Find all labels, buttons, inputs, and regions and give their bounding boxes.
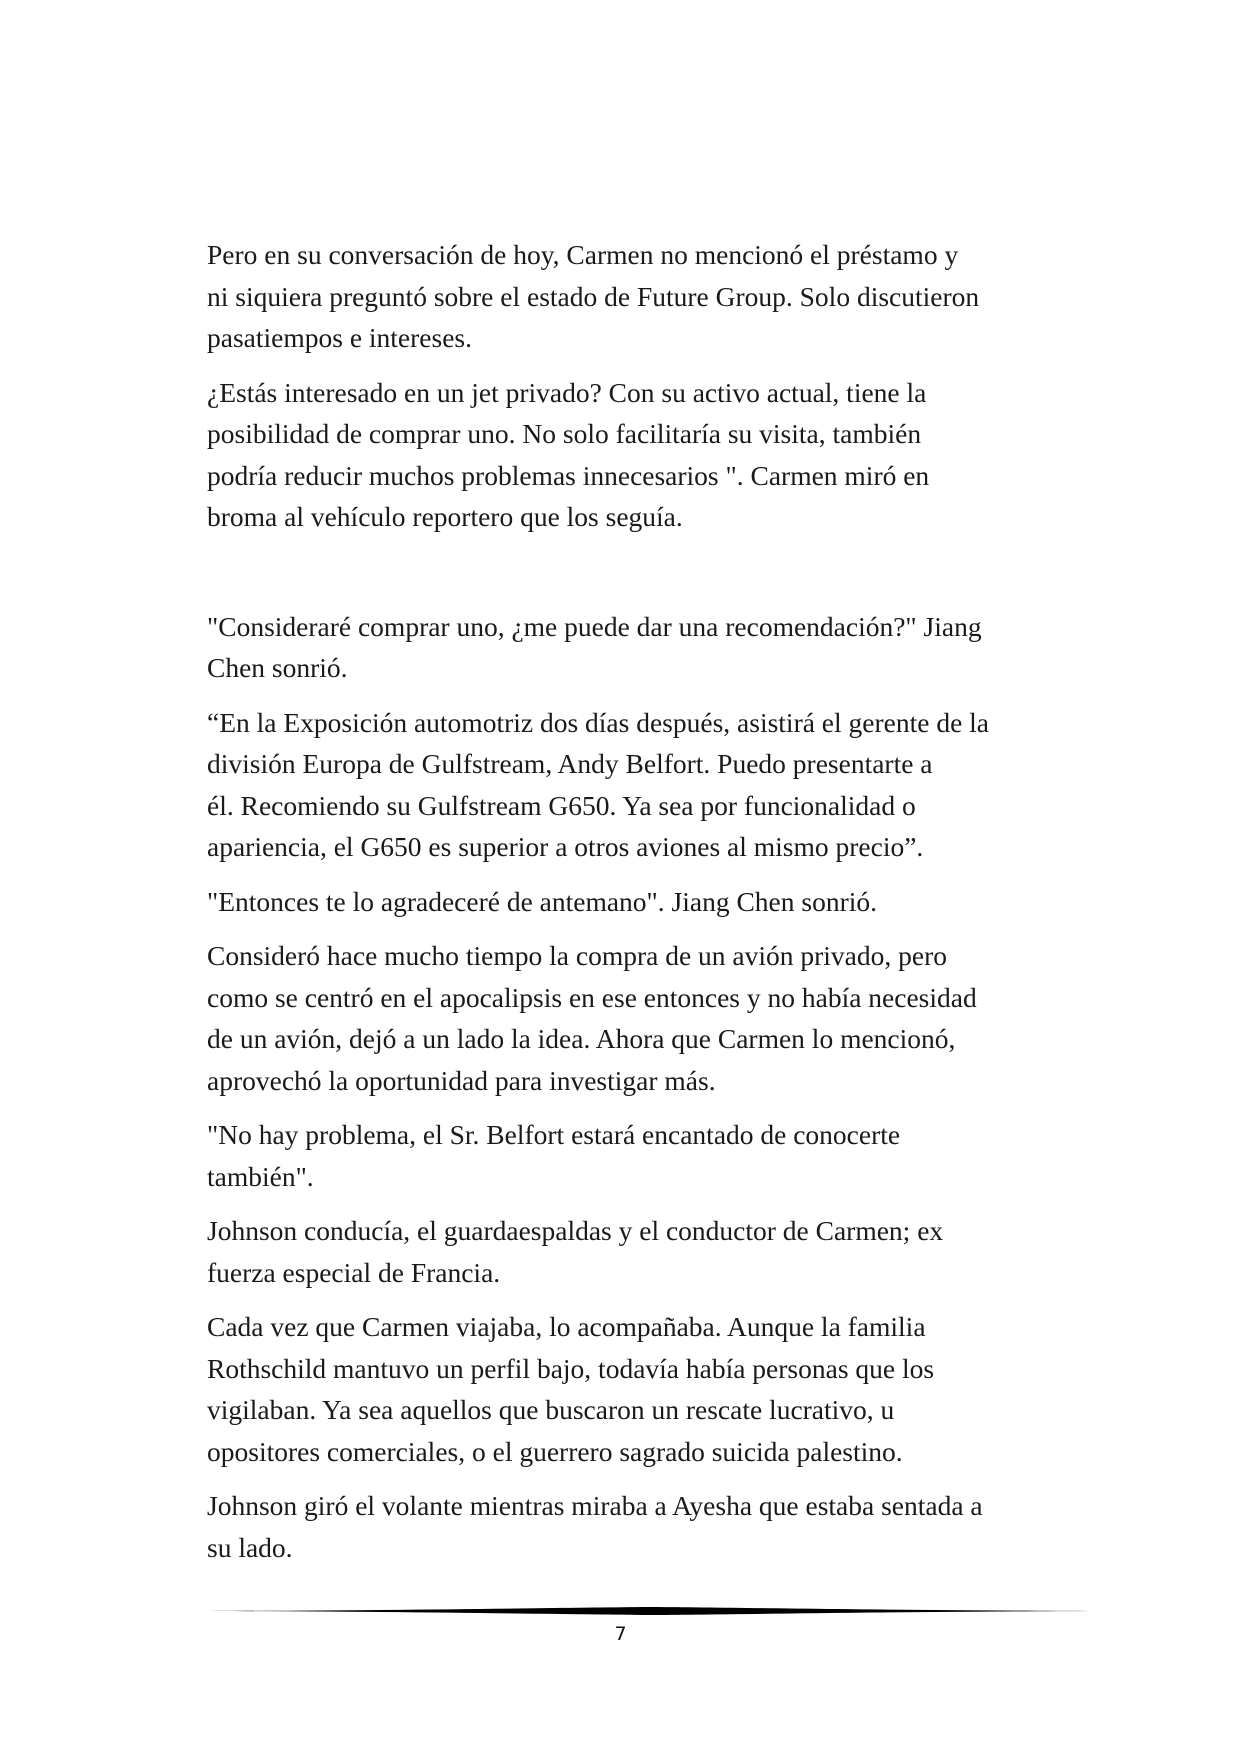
- paragraph-4: “En la Exposición automotriz dos días después, asistirá el gerente de la división Europa de Gulfstream, Andy Belfort. Puedo presentarte a él. Recomiendo su Gulfstream G650. Ya sea por funcionalidad o apariencia, el G650 es superior a otros aviones al mismo precio”.: [207, 706, 989, 862]
- paragraph-10: Johnson giró el volante mientras miraba a Ayesha que estaba sentada a su lado.: [207, 1490, 983, 1563]
- footer-divider: [207, 1603, 1100, 1619]
- paragraph-6: Consideró hace mucho tiempo la compra de un avión privado, pero como se centró en el apocalipsis en ese entonces y no había necesidad de un avión, dejó a un lado la idea. Ahora que Carmen lo mencionó, aprovechó la oportunidad para investigar más.: [207, 940, 977, 1096]
- paragraph-7: "No hay problema, el Sr. Belfort estará encantado de conocerte también".: [207, 1119, 901, 1192]
- paragraph-1: Pero en su conversación de hoy, Carmen no mencionó el préstamo y ni siquiera preguntó sobre el estado de Future Group. Solo discutieron pasatiempos e intereses.: [207, 239, 980, 353]
- body-text: [207, 234, 1087, 1581]
- page-number: 7: [614, 1623, 627, 1645]
- paragraph-2: ¿Estás interesado en un jet privado? Con su activo actual, tiene la posibilidad de comprar uno. No solo facilitaría su visita, también podría reducir muchos problemas innecesarios ". Carmen miró en broma al vehículo reportero que los seguía.: [207, 376, 930, 532]
- paragraph-9: Cada vez que Carmen viajaba, lo acompañaba. Aunque la familia Rothschild mantuvo un perfil bajo, todavía había personas que los vigilaban. Ya sea aquellos que buscaron un rescate lucrativo, u opositores comerciales, o el guerrero sagrado suicida palestino.: [207, 1311, 935, 1467]
- paragraph-8: Johnson conducía, el guardaespaldas y el conductor de Carmen; ex fuerza especial de Francia.: [207, 1215, 944, 1288]
- paragraph-5: "Entonces te lo agradeceré de antemano". Jiang Chen sonrió.: [207, 885, 877, 917]
- paragraph-3: "Consideraré comprar uno, ¿me puede dar una recomendación?" Jiang Chen sonrió.: [207, 610, 982, 683]
